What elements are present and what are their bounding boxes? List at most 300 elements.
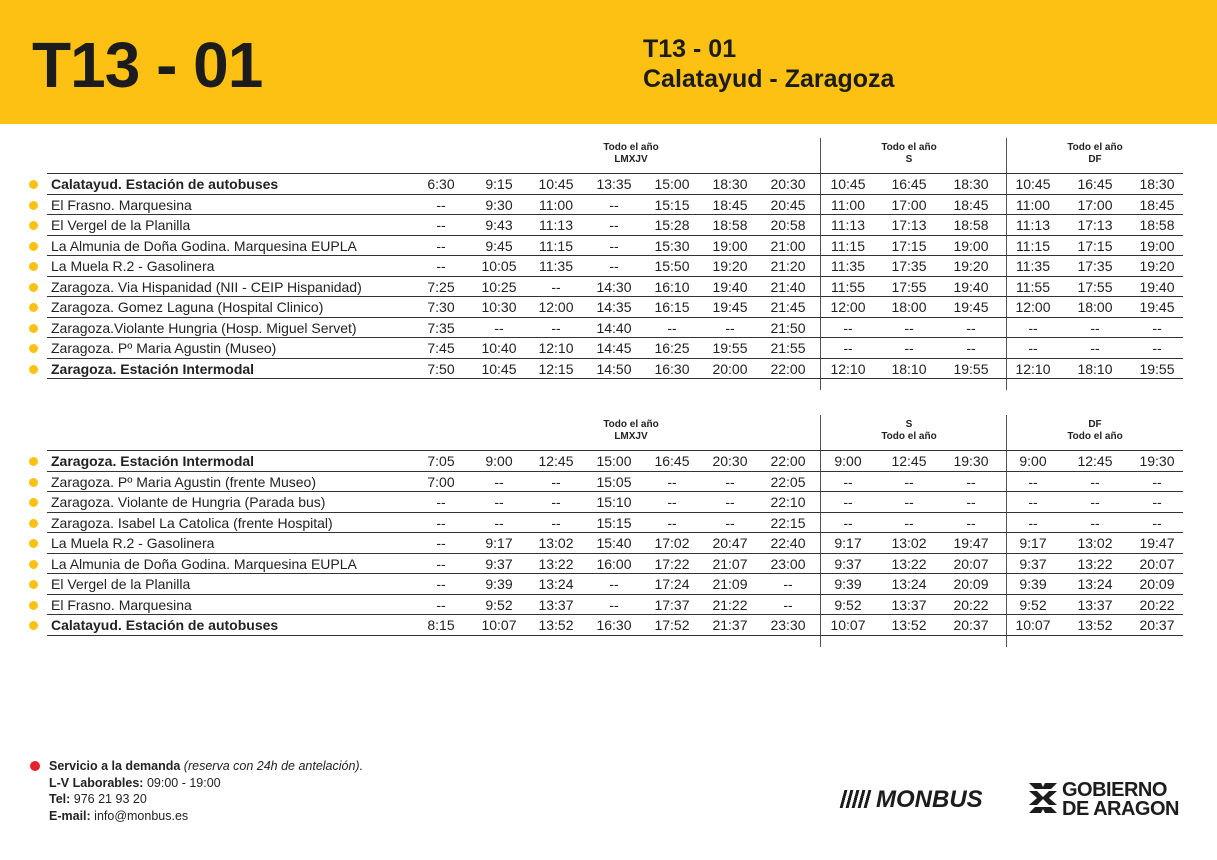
column-group-header: Todo el año S: [881, 142, 937, 165]
time-cell: --: [609, 576, 619, 592]
time-cell: --: [436, 196, 446, 213]
time-cell: 20:45: [770, 196, 806, 213]
stop-name: Zaragoza. Gomez Laguna (Hospital Clinico): [51, 299, 324, 315]
time-cell: 22:10: [770, 494, 806, 510]
time-cell: 11:35: [1016, 258, 1050, 274]
time-cell: 10:45: [538, 176, 574, 192]
table-row: [0, 277, 1217, 297]
time-cell: 15:00: [654, 176, 690, 192]
time-cell: 20:00: [712, 360, 748, 377]
stop-bullet-icon: [29, 580, 38, 589]
time-cell: --: [436, 258, 446, 274]
time-cell: 18:00: [1077, 299, 1113, 315]
table-row: [0, 236, 1217, 256]
time-cell: 7:50: [427, 360, 455, 377]
stop-bullet-icon: [29, 621, 38, 630]
time-cell: 14:50: [596, 360, 632, 377]
demand-service-dot: [30, 761, 40, 771]
time-cell: 19:20: [1139, 258, 1175, 274]
time-cell: 9:15: [485, 176, 513, 192]
time-cell: 9:39: [1019, 576, 1047, 592]
time-cell: 18:30: [1139, 176, 1175, 192]
stop-bullet-icon: [29, 478, 38, 487]
stop-name: Zaragoza.Violante Hungria (Hosp. Miguel Servet): [51, 319, 357, 336]
stop-bullet-icon: [29, 344, 38, 353]
time-cell: 18:45: [712, 196, 748, 213]
time-cell: 20:22: [1139, 596, 1175, 613]
time-cell: --: [667, 494, 677, 510]
time-cell: --: [1152, 319, 1162, 336]
time-cell: 12:45: [1077, 453, 1113, 469]
time-cell: 9:45: [485, 237, 513, 254]
time-cell: --: [1090, 473, 1100, 490]
time-cell: 18:10: [1077, 360, 1113, 377]
time-cell: 21:22: [712, 596, 748, 613]
table-rule: [47, 378, 1183, 379]
stop-bullet-icon: [29, 539, 38, 548]
time-cell: 20:37: [1139, 617, 1175, 633]
time-cell: 15:30: [654, 237, 690, 254]
time-cell: --: [904, 473, 914, 490]
time-cell: 9:52: [1019, 596, 1047, 613]
time-cell: 16:45: [654, 453, 690, 469]
stop-name: Zaragoza. Via Hispanidad (NII - CEIP Hispanidad): [51, 278, 362, 295]
time-cell: --: [1152, 494, 1162, 510]
time-cell: 11:15: [831, 237, 865, 254]
time-cell: --: [436, 596, 446, 613]
time-cell: 10:30: [481, 299, 517, 315]
time-cell: 11:00: [539, 196, 573, 213]
stop-name: El Frasno. Marquesina: [51, 196, 192, 213]
time-cell: 13:35: [596, 176, 632, 192]
stop-name: Zaragoza. Pº Maria Agustin (Museo): [51, 340, 277, 356]
time-cell: 19:30: [1139, 453, 1175, 469]
tel-line: Tel: 976 21 93 20: [49, 792, 147, 806]
stop-name: La Almunia de Doña Godina. Marquesina EUPLA: [51, 555, 357, 572]
time-cell: --: [843, 514, 853, 531]
time-cell: 9:17: [485, 535, 513, 551]
time-cell: 21:20: [770, 258, 806, 274]
footer-info: [30, 758, 363, 824]
time-cell: --: [725, 319, 735, 336]
time-cell: 12:10: [1015, 360, 1051, 377]
email-line: E-mail: info@monbus.es: [49, 808, 189, 823]
time-cell: 20:22: [953, 596, 989, 613]
time-cell: 12:10: [830, 360, 866, 377]
time-cell: 7:45: [427, 340, 455, 356]
time-cell: 10:45: [830, 176, 866, 192]
time-cell: 19:45: [712, 299, 748, 315]
time-cell: 13:37: [538, 596, 574, 613]
time-cell: 17:02: [654, 535, 690, 551]
time-cell: 9:52: [485, 596, 513, 613]
gobierno-aragon-text: GOBIERNO DE ARAGON: [1062, 779, 1179, 820]
time-cell: 18:10: [891, 360, 927, 377]
table-row: [0, 359, 1217, 379]
time-cell: --: [494, 514, 504, 531]
time-cell: --: [783, 576, 793, 592]
time-cell: 17:15: [891, 237, 927, 254]
time-cell: 14:40: [596, 319, 632, 336]
time-cell: --: [1152, 514, 1162, 531]
stop-name: Zaragoza. Pº Maria Agustin (frente Museo): [51, 473, 317, 490]
time-cell: --: [609, 217, 619, 233]
time-cell: 11:15: [539, 237, 573, 254]
time-cell: --: [843, 494, 853, 510]
time-cell: 20:30: [712, 453, 748, 469]
table-row: [0, 451, 1217, 471]
aragon-emblem-icon: [1027, 781, 1059, 815]
time-cell: 13:52: [1077, 617, 1113, 633]
stop-name: El Vergel de la Planilla: [51, 217, 191, 233]
time-cell: --: [1090, 514, 1100, 531]
stop-name: La Muela R.2 - Gasolinera: [51, 535, 215, 551]
table-rule: [47, 635, 1183, 636]
time-cell: 10:40: [481, 340, 517, 356]
stop-bullet-icon: [29, 283, 38, 292]
table-row: [0, 174, 1217, 194]
time-cell: 13:02: [891, 535, 927, 551]
time-cell: --: [494, 319, 504, 336]
time-cell: 16:45: [891, 176, 927, 192]
table-row: [0, 533, 1217, 553]
time-cell: 15:28: [654, 217, 690, 233]
time-cell: 23:30: [770, 617, 806, 633]
time-cell: 17:37: [654, 596, 690, 613]
time-cell: --: [551, 473, 561, 490]
stop-name: La Muela R.2 - Gasolinera: [51, 258, 215, 274]
time-cell: 11:35: [539, 258, 573, 274]
time-cell: --: [904, 319, 914, 336]
time-cell: 11:13: [1016, 217, 1050, 233]
time-cell: 16:25: [654, 340, 690, 356]
time-cell: --: [904, 340, 914, 356]
time-cell: 20:07: [1139, 555, 1175, 572]
table-row: [0, 595, 1217, 615]
time-cell: --: [966, 494, 976, 510]
time-cell: 13:37: [891, 596, 927, 613]
time-cell: 13:37: [1077, 596, 1113, 613]
time-cell: --: [1090, 340, 1100, 356]
time-cell: 11:55: [831, 278, 865, 295]
demand-service-line: Servicio a la demanda (reserva con 24h de antelación).: [49, 759, 364, 773]
time-cell: 19:55: [953, 360, 989, 377]
table-row: [0, 615, 1217, 635]
time-cell: 13:22: [538, 555, 574, 572]
time-cell: 12:00: [538, 299, 574, 315]
time-cell: 15:10: [596, 494, 632, 510]
gobierno-aragon-logo: [1027, 779, 1179, 820]
time-cell: --: [904, 514, 914, 531]
time-cell: 22:05: [770, 473, 806, 490]
stop-bullet-icon: [29, 601, 38, 610]
time-cell: --: [725, 514, 735, 531]
stop-name: Zaragoza. Isabel La Catolica (frente Hospital): [51, 514, 333, 531]
time-cell: 16:00: [596, 555, 632, 572]
time-cell: 9:37: [485, 555, 513, 572]
time-cell: 21:50: [770, 319, 806, 336]
time-cell: 11:13: [539, 217, 573, 233]
time-cell: 11:00: [1016, 196, 1050, 213]
header-banner: [0, 0, 1217, 124]
time-cell: 7:25: [427, 278, 455, 295]
time-cell: 20:30: [770, 176, 806, 192]
stop-bullet-icon: [29, 519, 38, 528]
time-cell: --: [1152, 473, 1162, 490]
time-cell: --: [436, 555, 446, 572]
time-cell: 13:24: [891, 576, 927, 592]
table-row: [0, 574, 1217, 594]
route-subtitle: [643, 34, 894, 94]
route-code: T13 - 01: [32, 29, 263, 101]
column-group-header: Todo el año LMXJV: [603, 142, 659, 165]
stop-name: La Almunia de Doña Godina. Marquesina EUPLA: [51, 237, 357, 254]
time-cell: 20:47: [712, 535, 748, 551]
time-cell: 9:39: [485, 576, 513, 592]
time-cell: 10:45: [1015, 176, 1051, 192]
time-cell: 19:20: [712, 258, 748, 274]
time-cell: --: [1090, 494, 1100, 510]
time-cell: 8:15: [427, 617, 455, 633]
stop-name: Zaragoza. Violante de Hungria (Parada bus): [51, 494, 326, 510]
time-cell: 17:13: [1077, 217, 1113, 233]
time-cell: --: [609, 237, 619, 254]
hours-line: L-V Laborables: 09:00 - 19:00: [49, 775, 221, 790]
stop-name: Zaragoza. Estación Intermodal: [51, 453, 255, 469]
time-cell: 23:00: [770, 555, 806, 572]
time-cell: 7:05: [427, 453, 455, 469]
time-cell: 18:58: [953, 217, 989, 233]
time-cell: 19:20: [953, 258, 989, 274]
time-cell: 20:09: [1139, 576, 1175, 592]
time-cell: 14:45: [596, 340, 632, 356]
time-cell: 21:40: [770, 278, 806, 295]
time-cell: 18:45: [1139, 196, 1175, 213]
time-cell: 12:45: [891, 453, 927, 469]
time-cell: --: [436, 237, 446, 254]
time-cell: 11:35: [831, 258, 865, 274]
time-cell: 9:00: [834, 453, 862, 469]
time-cell: --: [966, 319, 976, 336]
column-group-header: S Todo el año: [881, 419, 937, 442]
time-cell: 19:40: [1139, 278, 1175, 295]
time-cell: --: [436, 514, 446, 531]
stop-name: Calatayud. Estación de autobuses: [51, 176, 279, 192]
time-cell: 18:58: [1139, 217, 1175, 233]
table-row: [0, 195, 1217, 215]
time-cell: --: [904, 494, 914, 510]
table-row: [0, 554, 1217, 574]
stop-bullet-icon: [29, 180, 38, 189]
table-row: [0, 256, 1217, 276]
time-cell: 18:45: [953, 196, 989, 213]
time-cell: 22:15: [770, 514, 806, 531]
time-cell: --: [494, 494, 504, 510]
time-cell: 13:22: [891, 555, 927, 572]
time-cell: 9:43: [485, 217, 513, 233]
monbus-stripes-icon: [840, 790, 873, 808]
time-cell: --: [551, 278, 561, 295]
time-cell: --: [436, 576, 446, 592]
time-cell: 22:40: [770, 535, 806, 551]
time-cell: --: [667, 319, 677, 336]
time-cell: 19:00: [953, 237, 989, 254]
time-cell: 19:00: [1139, 237, 1175, 254]
stop-bullet-icon: [29, 262, 38, 271]
time-cell: 21:55: [770, 340, 806, 356]
time-cell: --: [436, 535, 446, 551]
time-cell: 10:25: [481, 278, 517, 295]
time-cell: 11:00: [831, 196, 865, 213]
time-cell: 13:24: [538, 576, 574, 592]
time-cell: 12:15: [538, 360, 574, 377]
time-cell: 17:35: [1077, 258, 1113, 274]
time-cell: --: [551, 494, 561, 510]
time-cell: 20:37: [953, 617, 989, 633]
time-cell: 13:02: [1077, 535, 1113, 551]
monbus-logo: MONBUS: [842, 786, 983, 814]
time-cell: 17:00: [891, 196, 927, 213]
time-cell: --: [725, 473, 735, 490]
time-cell: --: [667, 473, 677, 490]
time-cell: 17:55: [891, 278, 927, 295]
time-cell: 17:22: [654, 555, 690, 572]
time-cell: 19:55: [1139, 360, 1175, 377]
column-group-header: Todo el año DF: [1067, 142, 1123, 165]
stop-name: Zaragoza. Estación Intermodal: [51, 360, 255, 377]
time-cell: 9:17: [1019, 535, 1047, 551]
time-cell: --: [966, 473, 976, 490]
time-cell: 20:07: [953, 555, 989, 572]
time-cell: 19:47: [953, 535, 989, 551]
time-cell: 12:00: [830, 299, 866, 315]
time-cell: 19:45: [953, 299, 989, 315]
time-cell: --: [1152, 340, 1162, 356]
time-cell: 7:30: [427, 299, 455, 315]
time-cell: 9:17: [834, 535, 862, 551]
stop-name: El Frasno. Marquesina: [51, 596, 192, 613]
time-cell: 18:30: [712, 176, 748, 192]
stop-bullet-icon: [29, 498, 38, 507]
time-cell: 15:40: [596, 535, 632, 551]
time-cell: 12:45: [538, 453, 574, 469]
time-cell: 11:13: [831, 217, 865, 233]
table-row: [0, 318, 1217, 338]
time-cell: 10:45: [481, 360, 517, 377]
time-cell: 19:00: [712, 237, 748, 254]
time-cell: 15:15: [654, 196, 690, 213]
time-cell: 19:55: [712, 340, 748, 356]
time-cell: 10:07: [1015, 617, 1051, 633]
column-group-header: Todo el año LMXJV: [603, 419, 659, 442]
time-cell: 17:13: [891, 217, 927, 233]
time-cell: 19:45: [1139, 299, 1175, 315]
time-cell: 17:52: [654, 617, 690, 633]
time-cell: 9:39: [834, 576, 862, 592]
time-cell: 13:52: [538, 617, 574, 633]
time-cell: --: [551, 319, 561, 336]
time-cell: 6:30: [427, 176, 455, 192]
subtitle-code: T13 - 01: [643, 35, 737, 63]
time-cell: 18:00: [891, 299, 927, 315]
stop-bullet-icon: [29, 365, 38, 374]
time-cell: --: [1028, 514, 1038, 531]
time-cell: 22:00: [770, 360, 806, 377]
stop-bullet-icon: [29, 560, 38, 569]
time-cell: --: [725, 494, 735, 510]
time-cell: --: [609, 196, 619, 213]
stop-bullet-icon: [29, 221, 38, 230]
time-cell: 19:40: [712, 278, 748, 295]
time-cell: --: [609, 258, 619, 274]
time-cell: 16:45: [1077, 176, 1113, 192]
stop-bullet-icon: [29, 324, 38, 333]
time-cell: 12:00: [1015, 299, 1051, 315]
time-cell: 19:40: [953, 278, 989, 295]
time-cell: 7:35: [427, 319, 455, 336]
time-cell: --: [966, 340, 976, 356]
time-cell: 16:30: [654, 360, 690, 377]
time-cell: 9:52: [834, 596, 862, 613]
time-cell: 9:00: [1019, 453, 1047, 469]
time-cell: 18:30: [953, 176, 989, 192]
column-group-header: DF Todo el año: [1067, 419, 1123, 442]
time-cell: --: [843, 340, 853, 356]
table-row: [0, 215, 1217, 235]
time-cell: 15:15: [596, 514, 632, 531]
time-cell: 16:10: [654, 278, 690, 295]
time-cell: 17:00: [1077, 196, 1113, 213]
time-cell: 9:37: [1019, 555, 1047, 572]
table-row: [0, 297, 1217, 317]
time-cell: --: [609, 596, 619, 613]
time-cell: --: [1028, 340, 1038, 356]
time-cell: 10:07: [830, 617, 866, 633]
time-cell: 13:22: [1077, 555, 1113, 572]
time-cell: --: [966, 514, 976, 531]
time-cell: 18:58: [712, 217, 748, 233]
time-cell: --: [1028, 494, 1038, 510]
stop-name: El Vergel de la Planilla: [51, 576, 191, 592]
time-cell: 17:55: [1077, 278, 1113, 295]
time-cell: 12:10: [538, 340, 574, 356]
time-cell: 9:00: [485, 453, 513, 469]
time-cell: 20:58: [770, 217, 806, 233]
time-cell: 9:37: [834, 555, 862, 572]
time-cell: 19:30: [953, 453, 989, 469]
time-cell: 15:00: [596, 453, 632, 469]
time-cell: 14:30: [596, 278, 632, 295]
stop-name: Calatayud. Estación de autobuses: [51, 617, 279, 633]
time-cell: --: [843, 473, 853, 490]
time-cell: --: [1090, 319, 1100, 336]
time-cell: 21:45: [770, 299, 806, 315]
stop-bullet-icon: [29, 242, 38, 251]
time-cell: --: [783, 596, 793, 613]
table-row: [0, 472, 1217, 492]
time-cell: 11:15: [1016, 237, 1050, 254]
time-cell: 16:15: [654, 299, 690, 315]
time-cell: 11:55: [1016, 278, 1050, 295]
time-cell: --: [494, 473, 504, 490]
time-cell: 16:30: [596, 617, 632, 633]
time-cell: 21:07: [712, 555, 748, 572]
time-cell: --: [436, 217, 446, 233]
table-row: [0, 492, 1217, 512]
stop-bullet-icon: [29, 457, 38, 466]
time-cell: --: [843, 319, 853, 336]
subtitle-route: Calatayud - Zaragoza: [643, 65, 895, 93]
